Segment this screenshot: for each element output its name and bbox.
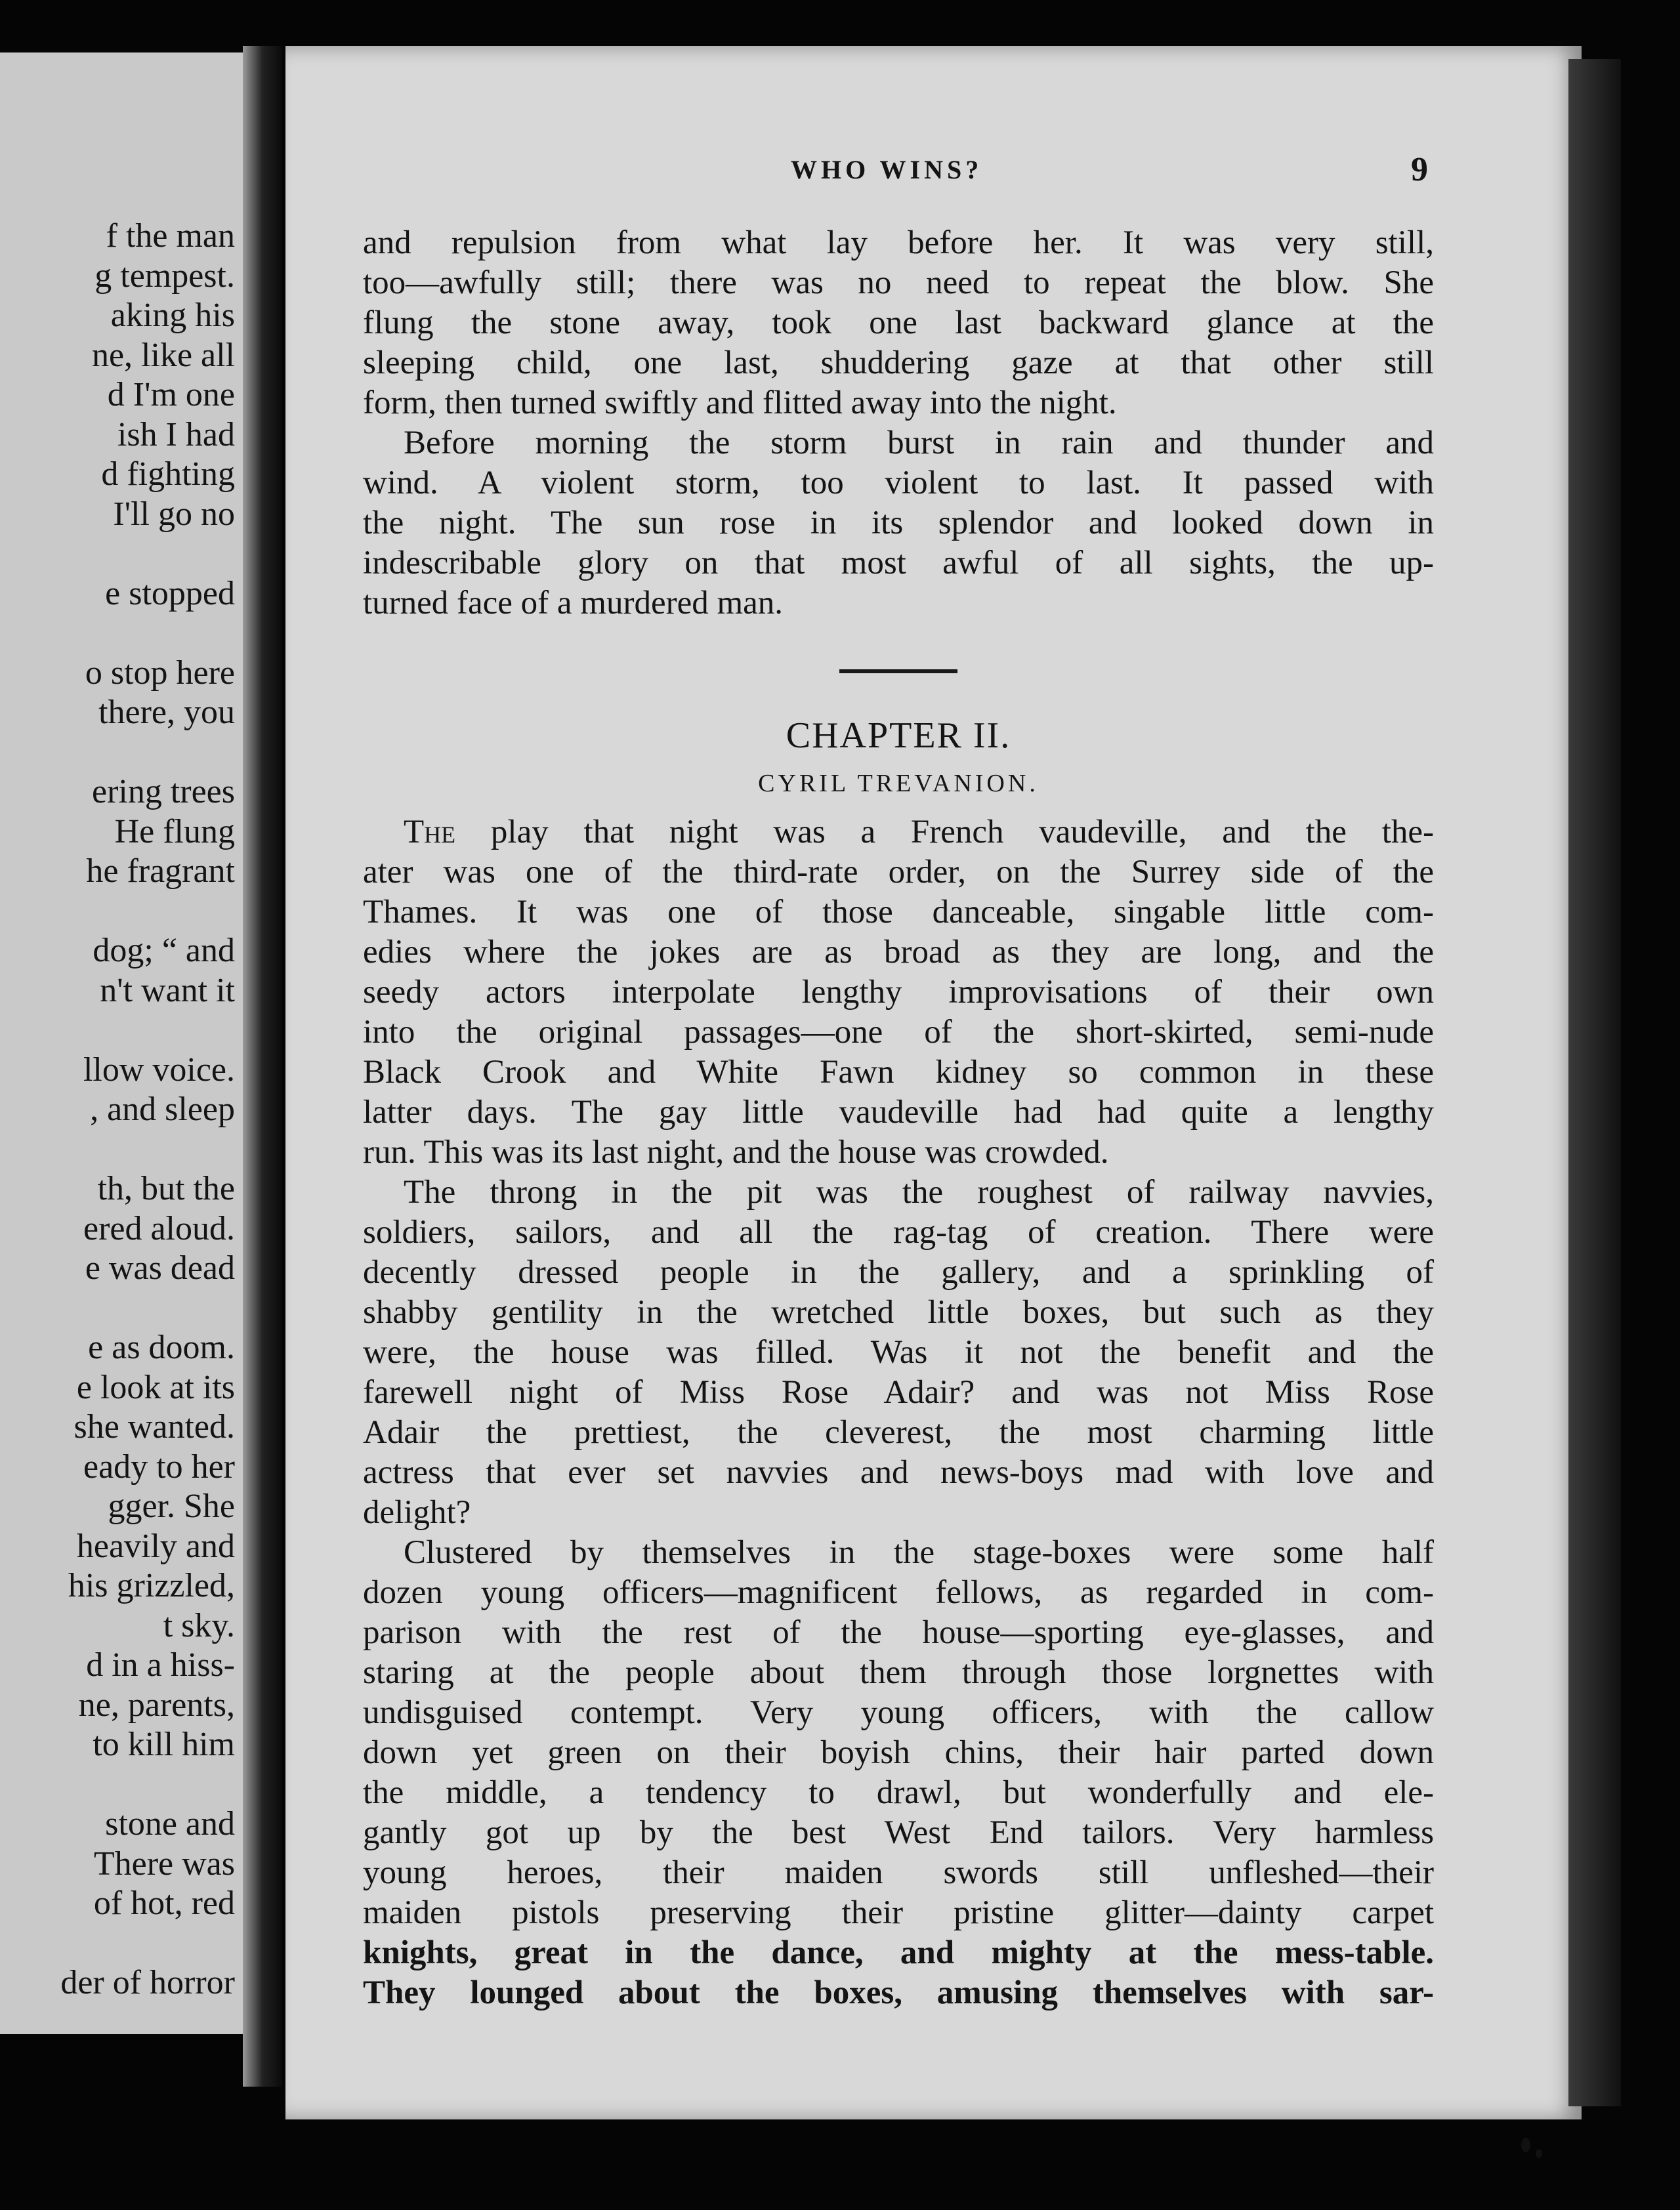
text-line: edies where the jokes are as broad as they are long, and the	[363, 934, 1434, 970]
text-line: and repulsion from what lay before her. It was very still,	[363, 224, 1434, 261]
left-page-text-line: g tempest.	[94, 257, 235, 295]
left-page-text-line: stone and	[105, 1805, 235, 1843]
text-line: decently dressed people in the gallery, and a sprinkling of	[363, 1254, 1434, 1291]
book-page-9	[285, 46, 1582, 2119]
text-line: staring at the people about them through those lorgnettes with	[363, 1654, 1434, 1691]
left-page-text-line: she wanted.	[74, 1408, 235, 1446]
text-line: turned face of a murdered man.	[363, 585, 784, 621]
left-page-text-line: dog; “ and	[93, 932, 235, 969]
dust-speck	[1536, 2149, 1542, 2158]
page-number: 9	[1411, 151, 1428, 188]
text-line: Before morning the storm burst in rain and thunder and	[404, 425, 1434, 461]
left-page-text-line: llow voice.	[83, 1051, 235, 1089]
throng-paragraph	[363, 1173, 1434, 1533]
text-line: down yet green on their boyish chins, their hair parted down	[363, 1734, 1434, 1771]
left-page-text-line: o stop here	[85, 654, 235, 692]
left-page-text-line: eady to her	[83, 1448, 235, 1486]
text-line: shabby gentility in the wretched little boxes, but such as they	[363, 1294, 1434, 1331]
text-line: run. This was its last night, and the house was crowded.	[363, 1134, 1109, 1171]
left-page-text-line: t sky.	[163, 1606, 235, 1644]
left-page-text-line: gger. She	[108, 1488, 235, 1525]
left-page-text-line: ne, parents,	[78, 1686, 235, 1724]
text-line: the middle, a tendency to drawl, but wonderfully and ele-	[363, 1774, 1434, 1811]
text-line: young heroes, their maiden swords still unfleshed—their	[363, 1854, 1434, 1891]
page-body	[363, 223, 1434, 2013]
text-line: the night. The sun rose in its splendor and looked down in	[363, 505, 1434, 541]
text-line: gantly got up by the best West End tailors. Very harmless	[363, 1814, 1434, 1851]
left-page-text-line: I'll go no	[113, 495, 235, 533]
opening-paragraph	[363, 223, 1434, 423]
text-line: flung the stone away, took one last backward glance at the	[363, 304, 1434, 341]
left-page-text-line: f the man	[106, 217, 235, 255]
officers-paragraph	[363, 1533, 1434, 2013]
chapter-subtitle: CYRIL TREVANION.	[758, 770, 1039, 797]
text-line: knights, great in the dance, and mighty at the mess-table.	[363, 1934, 1434, 1971]
page-header	[285, 151, 1582, 200]
text-line: The throng in the pit was the roughest of railway navvies,	[404, 1174, 1434, 1211]
left-page-text-line: der of horror	[60, 1964, 235, 2001]
text-line: actress that ever set navvies and news-boys mad with love and	[363, 1454, 1434, 1491]
running-title: WHO WINS?	[791, 155, 983, 184]
left-page-text-line: th, but the	[97, 1170, 235, 1207]
left-page-text-line: ering trees	[91, 773, 235, 810]
left-page-text-line: ne, like all	[91, 336, 235, 374]
previous-page-fragment	[0, 52, 276, 2034]
text-line: wind. A violent storm, too violent to last. It passed with	[363, 465, 1434, 501]
text-line: delight?	[363, 1494, 471, 1531]
dust-speck	[1521, 2138, 1530, 2152]
left-page-text-line: n't want it	[100, 971, 235, 1009]
text-line: form, then turned swiftly and flitted away into the night.	[363, 385, 1117, 421]
left-page-text-line: d in a hiss-	[86, 1646, 235, 1684]
text-line: Adair the prettiest, the cleverest, the most charming little	[363, 1414, 1434, 1451]
left-page-text-line: e look at its	[76, 1368, 235, 1406]
text-line: parison with the rest of the house—sporting eye-glasses, and	[363, 1614, 1434, 1651]
text-line: Thames. It was one of those danceable, singable little com-	[363, 894, 1434, 930]
left-page-text-line: d I'm one	[107, 376, 235, 413]
text-line: undisguised contempt. Very young officers, with the callow	[363, 1694, 1434, 1731]
storm-paragraph	[363, 423, 1434, 623]
text-line: maiden pistols preserving their pristine glitter—dainty carpet	[363, 1894, 1434, 1931]
text-line: indescribable glory on that most awful of all sights, the up-	[363, 545, 1434, 581]
text-line: farewell night of Miss Rose Adair? and was not Miss Rose	[363, 1374, 1434, 1411]
left-page-text-line: of hot, red	[93, 1885, 235, 1922]
left-page-text-line: e was dead	[85, 1249, 235, 1287]
text-line: latter days. The gay little vaudeville had had quite a lengthy	[363, 1094, 1434, 1131]
left-page-text-line: , and sleep	[90, 1091, 235, 1128]
book-gutter	[243, 46, 282, 2087]
left-page-text-line: his grizzled,	[68, 1567, 235, 1604]
section-divider	[839, 669, 957, 673]
left-page-text-line: He flung	[114, 812, 235, 850]
chapter-title: CHAPTER II.	[786, 715, 1011, 756]
text-line-rest: play that night was a French vaudeville, and the the-	[455, 814, 1434, 850]
left-page-text-line: he fragrant	[86, 852, 235, 890]
text-line: too—awfully still; there was no need to repeat the blow. She	[363, 264, 1434, 301]
text-line: soldiers, sailors, and all the rag-tag of creation. There were	[363, 1214, 1434, 1251]
left-page-text-line: heavily and	[76, 1527, 235, 1565]
text-line: They lounged about the boxes, amusing themselves with sar-	[363, 1974, 1434, 2011]
play-paragraph	[363, 812, 1434, 1173]
first-word: The	[404, 814, 456, 850]
left-page-text-line: aking his	[110, 297, 235, 334]
left-page-text-line: there, you	[98, 694, 235, 731]
left-page-text-line: ish I had	[117, 415, 235, 453]
left-page-text-line: There was	[93, 1845, 235, 1883]
text-line	[363, 812, 1434, 852]
left-page-text-line: e stopped	[105, 574, 235, 612]
text-line: Clustered by themselves in the stage-boxes were some half	[404, 1534, 1434, 1571]
text-line: dozen young officers—magnificent fellows, as regarded in com-	[363, 1574, 1434, 1611]
text-line: seedy actors interpolate lengthy improvisations of their own	[363, 974, 1434, 1011]
text-line: sleeping child, one last, shuddering gaze at that other still	[363, 344, 1434, 381]
left-page-text-line: to kill him	[93, 1726, 235, 1763]
text-line: ater was one of the third-rate order, on the Surrey side of the	[363, 854, 1434, 890]
left-page-text-line: ered aloud.	[83, 1209, 235, 1247]
text-line: into the original passages—one of the short-skirted, semi-nude	[363, 1014, 1434, 1051]
left-page-text-line: d fighting	[101, 455, 235, 493]
page-edge-shadow	[1568, 59, 1621, 2106]
left-page-text-line: e as doom.	[88, 1329, 235, 1366]
text-line: were, the house was filled. Was it not the benefit and the	[363, 1334, 1434, 1371]
text-line: Black Crook and White Fawn kidney so common in these	[363, 1054, 1434, 1091]
